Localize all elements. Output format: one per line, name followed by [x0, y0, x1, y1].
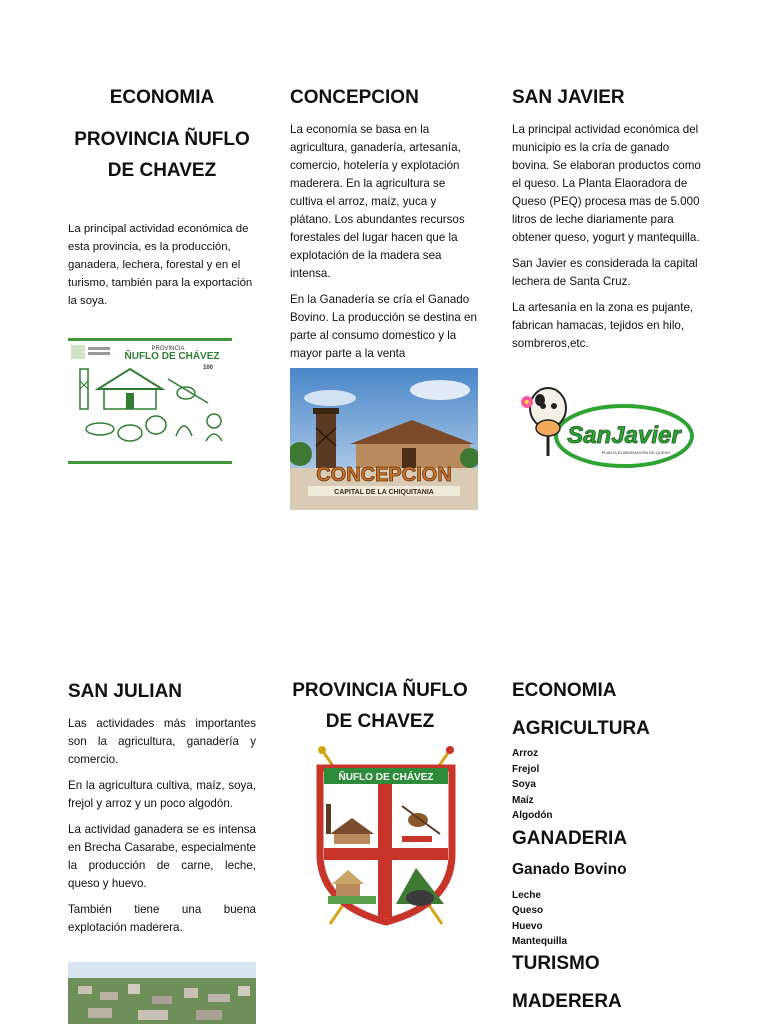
- list-item: Algodón: [512, 810, 553, 821]
- sanjavier-logo-text: SanJavier: [567, 422, 681, 449]
- sanjulian-title: SAN JULIAN: [68, 681, 183, 702]
- list-item: Frejol: [512, 763, 540, 775]
- sanjavier-logo: [518, 380, 696, 472]
- concepcion-photo-illustration: [290, 368, 478, 510]
- banner-top-text: PROVINCIA: [151, 346, 185, 352]
- concepcion-sign-text: CONCEPCION: [316, 464, 452, 486]
- sanjulian-text-2: En la agricultura cultiva, maíz, soya, frejol y arroz y un poco algodón.: [68, 779, 256, 810]
- list-item: Maíz: [512, 794, 534, 806]
- banner-main-text: ÑUFLO DE CHÁVEZ: [124, 351, 220, 362]
- sanjulian-text-1: Las actividades más importantes son la agricultura, ganadería y comercio.: [68, 717, 256, 766]
- economia-title: ECONOMIA: [109, 87, 215, 108]
- concepcion-title: CONCEPCION: [290, 87, 419, 108]
- list-item: Arroz: [512, 748, 539, 759]
- sanjavier-text-2: San Javier es considerada la capital lechera de Santa Cruz.: [512, 257, 698, 288]
- sanjulian-column: [68, 680, 256, 945]
- list-item: Huevo: [512, 920, 543, 932]
- concepcion-text-1: La economía se basa en la agricultura, ganadería, artesanía, comercio, hotelería y explotación maderera. En la agricultura se cultiva el arroz, maíz, yuca y plátano. Los abundantes recursos forestales del lugar hacen que la explotación de la madera sea intensa.: [290, 123, 465, 280]
- list-item: Soya: [512, 779, 536, 790]
- economia-text: La principal actividad económica de esta provincia, es la producción, ganadera, lechera, forestal y en el turismo, también para la exportación la soya.: [68, 223, 253, 307]
- sanjavier-column: [512, 86, 702, 361]
- concepcion-text-2: En la Ganadería se cría el Ganado Bovino. La producción se destina en parte al consumo domestico y la mayor parte a la venta: [290, 293, 477, 360]
- provincia-shield: [312, 744, 460, 930]
- sanjulian-text-3: La actividad ganadera se es intensa en Brecha Casarabe, especialmente la producción de carne, leche, queso y huevo.: [68, 823, 256, 890]
- list-item: Queso: [512, 905, 544, 916]
- concepcion-sign-caption: CAPITAL DE LA CHIQUITANIA: [334, 489, 434, 496]
- agricultura-list: [512, 746, 712, 824]
- sanjavier-logo-illustration: [518, 380, 696, 472]
- agricultura-title: AGRICULTURA: [512, 718, 650, 739]
- provincia-column: [286, 680, 474, 742]
- sanjulian-text-4: También tiene una buena explotación maderera.: [68, 903, 256, 934]
- provincia-subtitle-1: PROVINCIA ÑUFLO: [74, 129, 250, 150]
- ganado-bovino-subtitle: Ganado Bovino: [512, 860, 627, 878]
- sanjulian-photo-illustration: [68, 962, 256, 1024]
- maderera-title: MADERERA: [512, 990, 622, 1012]
- turismo-title: TURISMO: [512, 952, 600, 974]
- concepcion-column: [290, 86, 478, 371]
- economia2-title: ECONOMIA: [512, 680, 617, 701]
- banner-badge-text: 100: [202, 365, 214, 371]
- sanjavier-text-1: La principal actividad económica del municipio es la cría de ganado bovina. Se elaboran productos como el queso. La Planta Elaoradora de Queso (PEQ) procesa mas de 5.000 litros de leche diariamente para obtener queso, yogurt y mantequilla.: [512, 123, 701, 244]
- provincia-subtitle-2: DE CHAVEZ: [107, 160, 217, 181]
- economia2-column: [512, 680, 712, 1014]
- list-item: Mantequilla: [512, 936, 568, 947]
- sanjulian-photo: [68, 962, 256, 1024]
- ganaderia-title: GANADERIA: [512, 827, 628, 849]
- provincia-banner-image: [68, 338, 232, 464]
- provincia-title-1: PROVINCIA ÑUFLO: [292, 680, 468, 701]
- provincia-title-2: DE CHAVEZ: [325, 711, 435, 732]
- list-item: Leche: [512, 889, 541, 901]
- shield-banner-text: ÑUFLO DE CHÁVEZ: [338, 772, 434, 783]
- economia-column: [68, 86, 256, 318]
- sanjavier-title: SAN JAVIER: [512, 87, 625, 108]
- sanjavier-text-3: La artesanía en la zona es pujante, fabrican hamacas, tejidos en hilo, sombreros,etc.: [512, 301, 694, 350]
- sanjavier-logo-sub: PLANTA ELABORADORA DE QUESO: [601, 450, 671, 455]
- concepcion-photo: [290, 368, 478, 510]
- shield-illustration: [312, 744, 460, 930]
- banner-illustration: [68, 341, 232, 455]
- ganaderia-list: [512, 888, 712, 950]
